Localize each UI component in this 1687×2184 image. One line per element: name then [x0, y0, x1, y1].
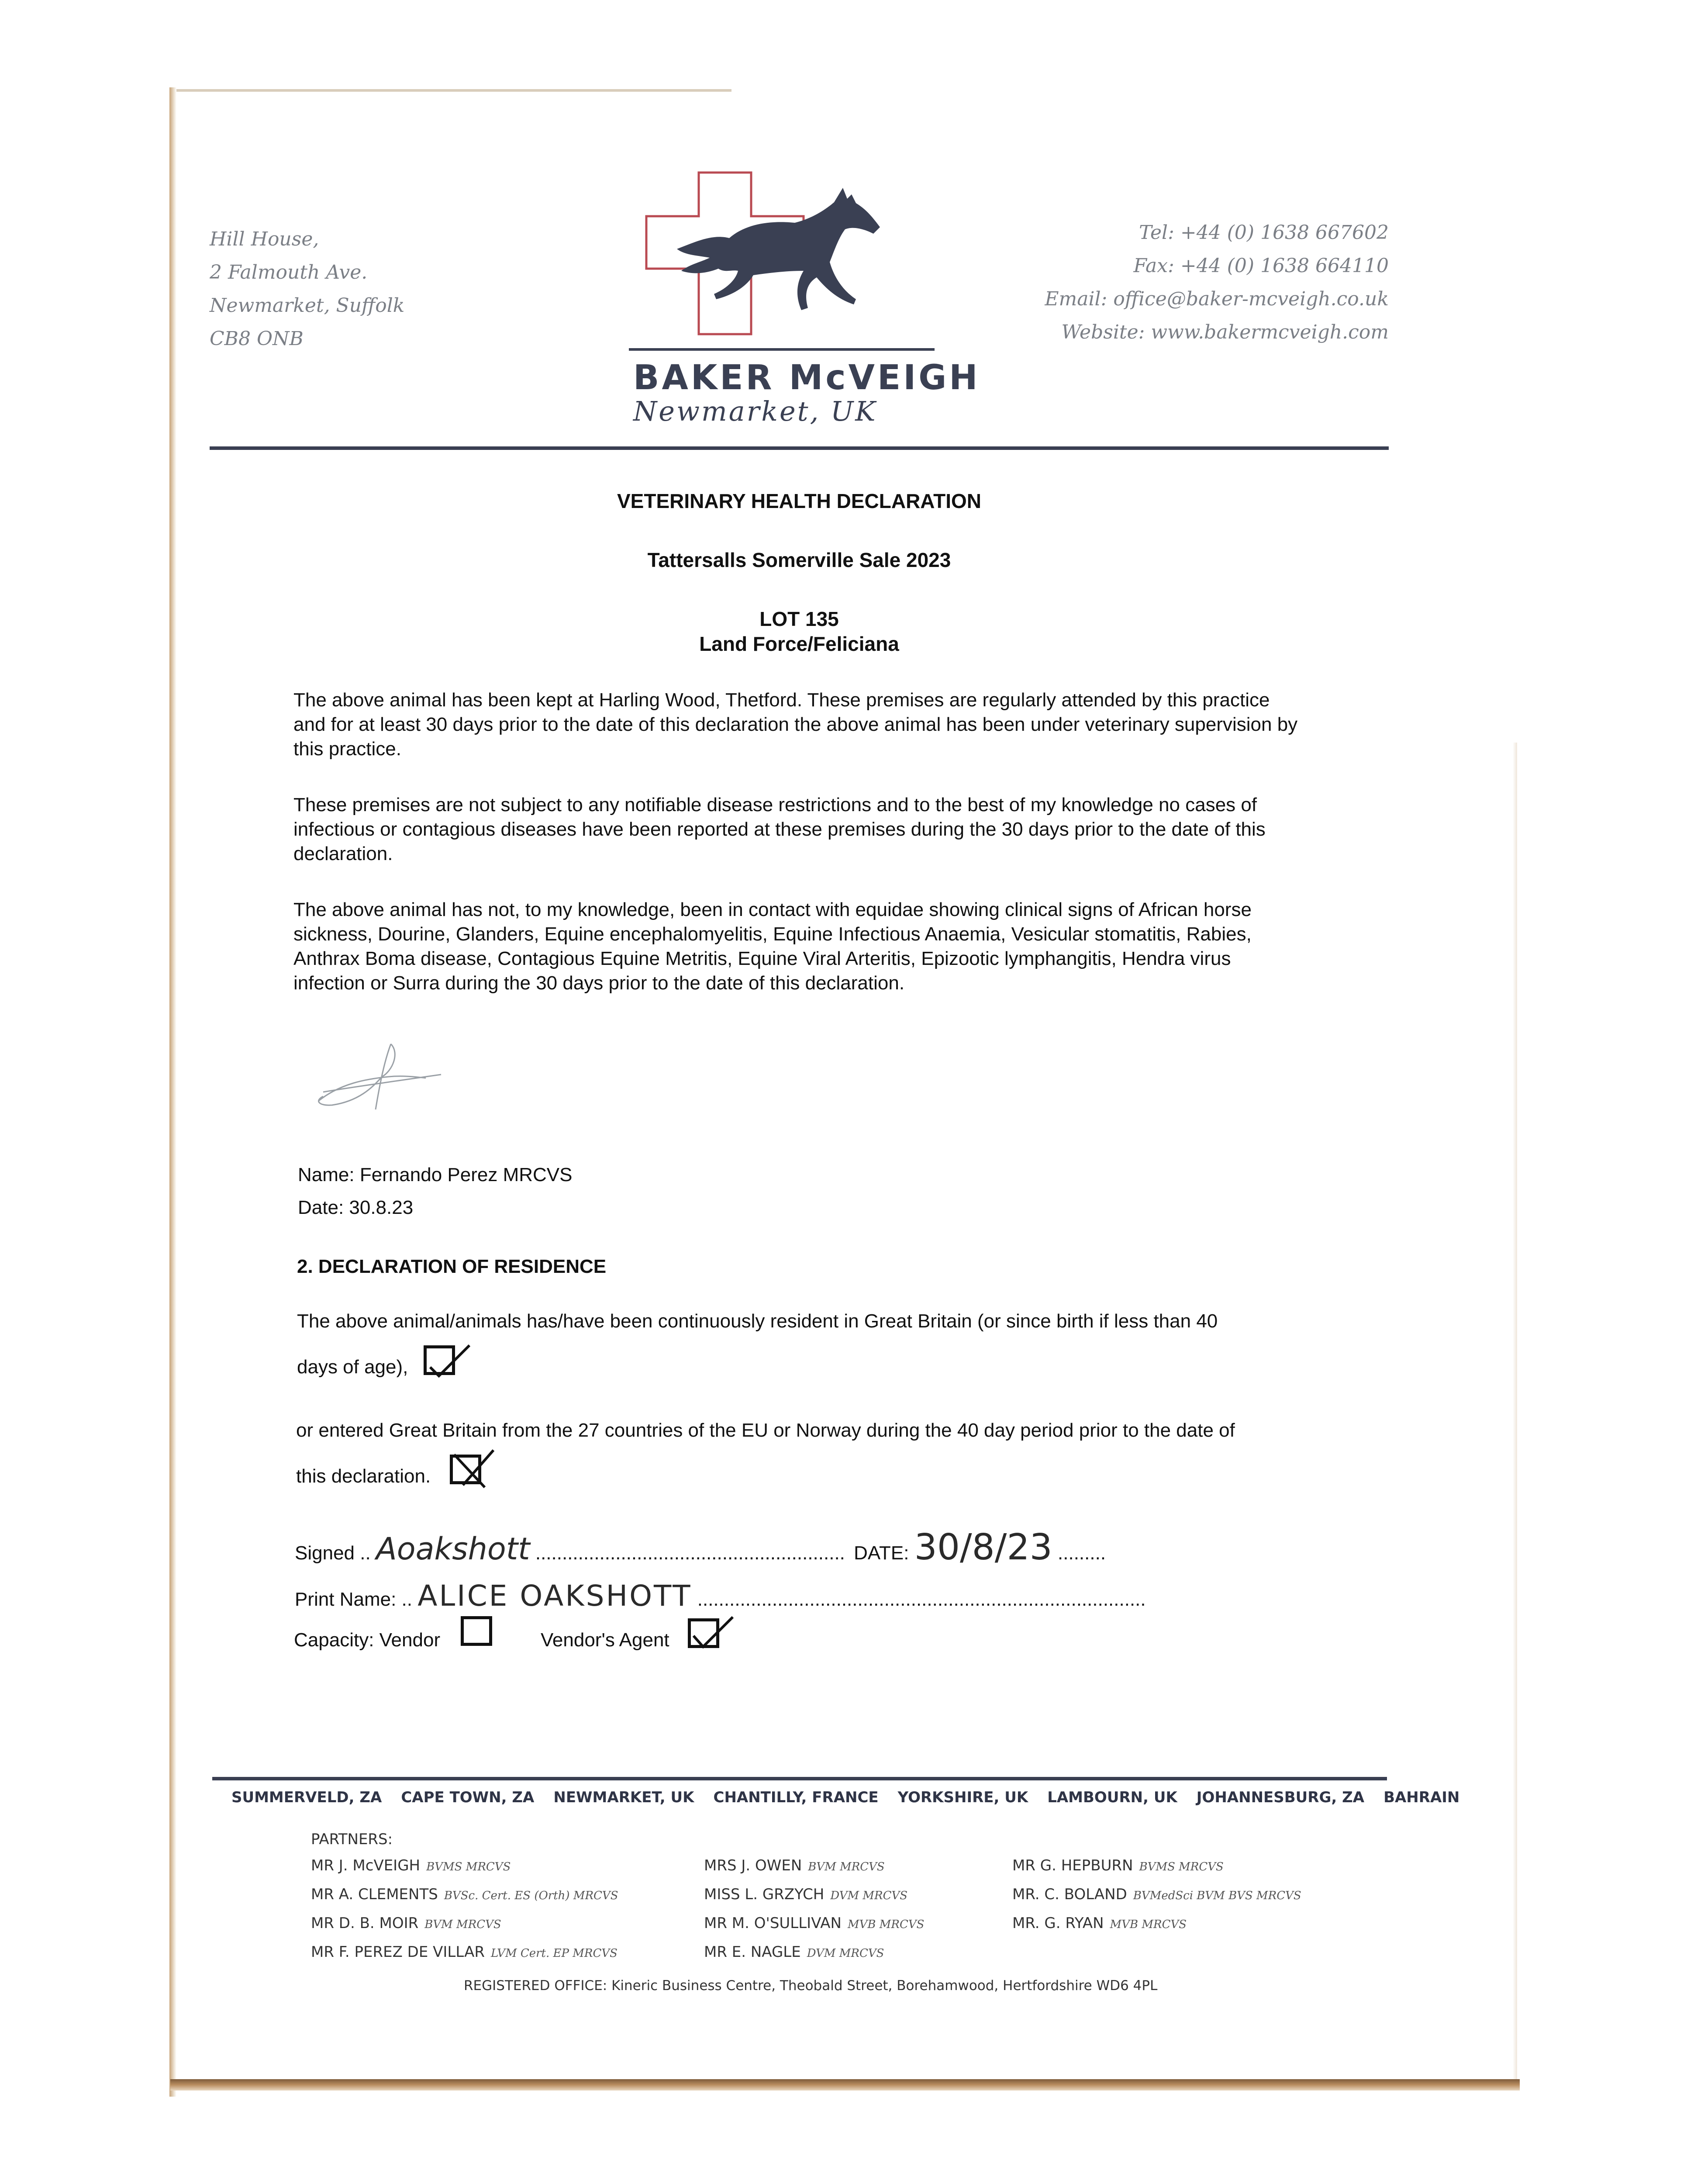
print-name-dots: ....................................................................................	[697, 1589, 1146, 1610]
cross-mark-icon	[445, 1446, 502, 1494]
residence-line-2-end: this declaration.	[296, 1465, 431, 1487]
contact-equidae-paragraph: The above animal has not, to my knowledge, been in contact with equidae showing clinical signs of African horse sickness, Dourine, Glanders, Equine encephalomyelitis, Equine Infectious Anaemia, Vesicular stomatitis, Rabies, Anthrax Boma disease, Contagious Equine Metritis, Equine Viral Arteritis, Epizootic lymphangitis, Hendra virus infection or Surra during the 30 days prior to the date of this declaration.	[293, 899, 1252, 994]
signed-label: Signed ..	[295, 1542, 371, 1564]
horse-pedigree: Land Force/Feliciana	[699, 632, 899, 655]
office-locations	[231, 1789, 1479, 1806]
residence-heading: 2. DECLARATION OF RESIDENCE	[297, 1256, 607, 1277]
partner-entry: MR E. NAGLE DVM MRCVS	[704, 1943, 884, 1961]
partner-entry: MR A. CLEMENTS BVSc. Cert. ES (Orth) MRCVS	[311, 1886, 618, 1903]
contact-website: Website: www.bakermcveigh.com	[1061, 321, 1389, 343]
partners-column-3	[1012, 1852, 1301, 1939]
address-line: Newmarket, Suffolk	[210, 294, 405, 317]
city: YORKSHIRE, UK	[897, 1789, 1028, 1806]
brand-name: BAKER McVEIGH	[633, 358, 980, 397]
signed-signature: Aoakshott	[376, 1531, 530, 1567]
city: CAPE TOWN, ZA	[401, 1789, 535, 1806]
address-line: CB8 ONB	[210, 328, 304, 350]
partner-entry: MR. C. BOLAND BVMedSci BVM BVS MRCVS	[1012, 1886, 1301, 1903]
signed-dots: ..........................................................	[535, 1542, 845, 1564]
date-dots: .........	[1058, 1542, 1106, 1564]
premises-paragraph: The above animal has been kept at Harling Wood, Thetford. These premises are regularly attended by this practice and for at least 30 days prior to the date of this declaration the above animal has been under veterinary supervision by this practice.	[293, 689, 1298, 760]
vendors-agent-label: Vendor's Agent	[541, 1629, 669, 1651]
print-name-row	[295, 1579, 1146, 1613]
contact-phone: Tel: +44 (0) 1638 667602	[1139, 221, 1389, 244]
document-title: VETERINARY HEALTH DECLARATION	[617, 490, 981, 512]
contact-fax: Fax: +44 (0) 1638 664110	[1133, 255, 1389, 277]
partner-entry: MR F. PEREZ DE VILLAR LVM Cert. EP MRCVS	[311, 1943, 618, 1961]
paper-bottom-edge	[170, 2079, 1520, 2091]
city: BAHRAIN	[1383, 1789, 1460, 1806]
date-label: DATE:	[854, 1542, 909, 1564]
address-line: 2 Falmouth Ave.	[210, 261, 368, 283]
partner-entry: MR J. McVEIGH BVMS MRCVS	[311, 1857, 511, 1874]
logo-horse-cross-icon	[629, 168, 943, 352]
print-name-label: Print Name: ..	[295, 1589, 412, 1610]
partner-entry: MR G. HEPBURN BVMS MRCVS	[1012, 1857, 1224, 1874]
city: CHANTILLY, FRANCE	[713, 1789, 879, 1806]
city: LAMBOURN, UK	[1047, 1789, 1177, 1806]
address-line: Hill House,	[210, 228, 319, 250]
partners-column-1	[311, 1852, 618, 1967]
brand-location: Newmarket, UK	[633, 395, 877, 427]
letterhead-contact	[1004, 216, 1389, 349]
paper-right-edge	[1513, 743, 1517, 2088]
city: NEWMARKET, UK	[553, 1789, 694, 1806]
residence-line-2: or entered Great Britain from the 27 countries of the EU or Norway during the 40 day period prior to the date of	[296, 1420, 1235, 1441]
city: SUMMERVELD, ZA	[231, 1789, 382, 1806]
tick-mark-icon	[426, 1341, 474, 1380]
letterhead-address	[210, 223, 404, 356]
date-value: 30/8/23	[914, 1527, 1052, 1568]
partner-entry: MR D. B. MOIR BVM MRCVS	[311, 1914, 501, 1932]
residence-line-1: The above animal/animals has/have been continuously resident in Great Britain (or since birth if less than 40	[297, 1310, 1218, 1332]
footer-divider	[212, 1777, 1387, 1780]
vet-date: Date: 30.8.23	[298, 1197, 414, 1218]
partners-column-2	[704, 1852, 924, 1967]
vet-signature	[306, 1035, 454, 1118]
paper-left-edge	[169, 87, 176, 2097]
partner-entry: MR M. O'SULLIVAN MVB MRCVS	[704, 1914, 925, 1932]
paper-top-edge	[172, 89, 731, 92]
residence-line-1-end: days of age),	[297, 1356, 408, 1378]
lot-number: LOT 135	[759, 608, 839, 630]
tick-mark-icon	[689, 1612, 737, 1651]
vet-name: Name: Fernando Perez MRCVS	[298, 1164, 573, 1185]
contact-email: Email: office@baker-mcveigh.co.uk	[1045, 288, 1389, 310]
partner-entry: MR. G. RYAN MVB MRCVS	[1012, 1914, 1187, 1932]
city: JOHANNESBURG, ZA	[1196, 1789, 1365, 1806]
partners-label: PARTNERS:	[311, 1831, 393, 1848]
sale-name: Tattersalls Somerville Sale 2023	[647, 549, 951, 571]
partner-entry: MISS L. GRZYCH DVM MRCVS	[704, 1886, 908, 1903]
capacity-vendor-label: Capacity: Vendor	[294, 1629, 441, 1651]
registered-office: REGISTERED OFFICE: Kineric Business Centre, Theobald Street, Borehamwood, Hertfordshire WD6 4PL	[464, 1978, 1158, 1994]
partner-entry: MRS J. OWEN BVM MRCVS	[704, 1857, 885, 1874]
print-name-value: ALICE OAKSHOTT	[417, 1579, 692, 1613]
signed-row	[295, 1527, 1106, 1568]
disease-restrictions-paragraph: These premises are not subject to any notifiable disease restrictions and to the best of my knowledge no cases of infectious or contagious diseases have been reported at these premises during the 30 days prior to the date of this declaration.	[293, 794, 1266, 864]
header-divider	[210, 446, 1389, 450]
vendor-checkbox[interactable]	[461, 1616, 492, 1646]
